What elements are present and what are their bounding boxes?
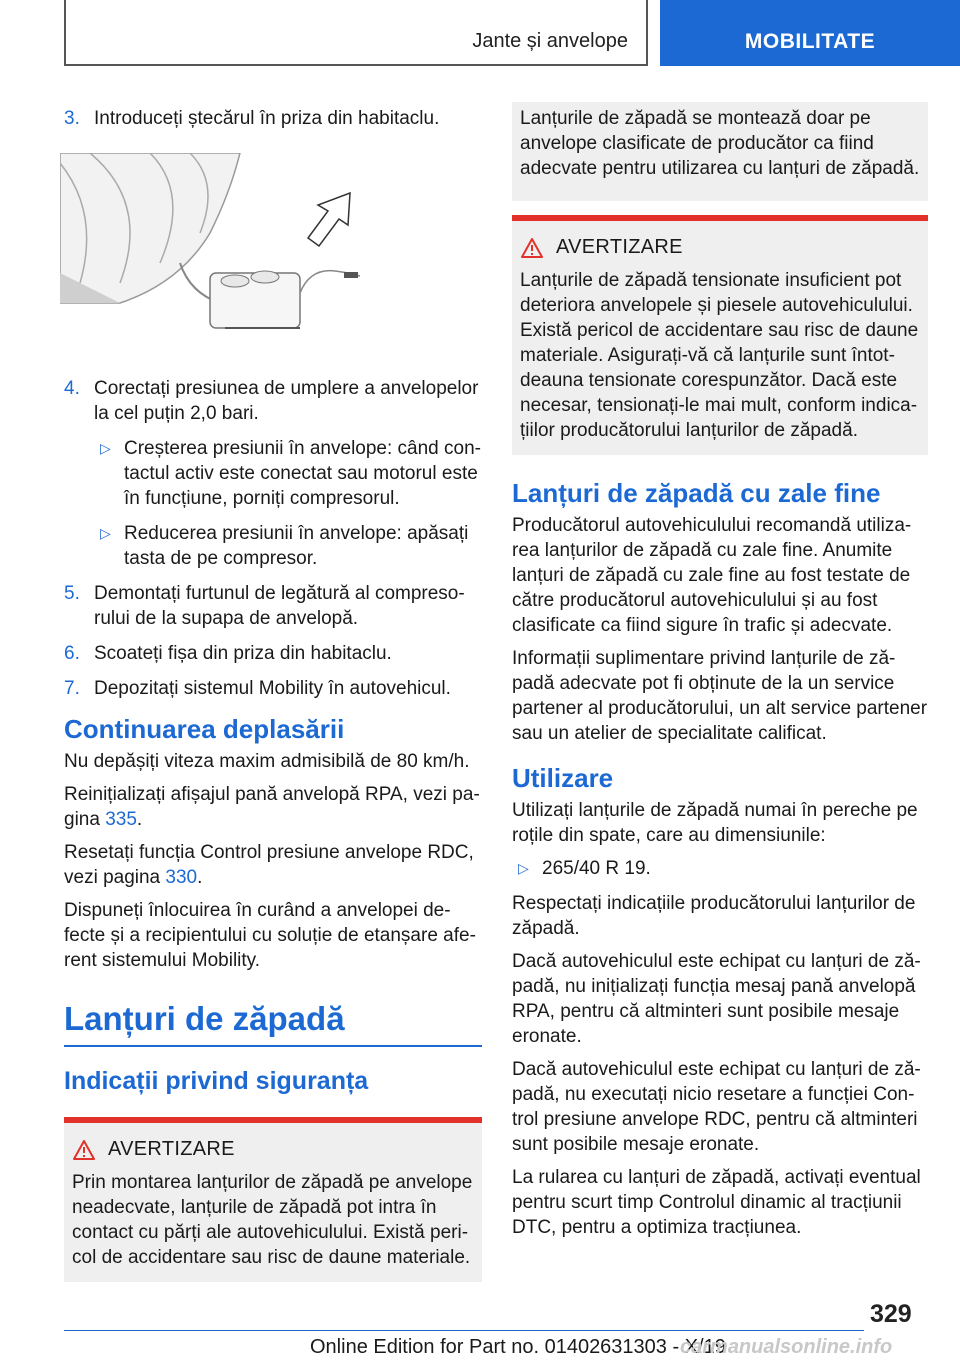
right-column <box>512 102 928 1248</box>
warning-text: Lanțurile de zăpadă tensionate insuficient pot deteriora anvelopele și piesele autovehiculului. Există pericol de accidentare sau risc de daune materiale. Asigurați-vă că lanțurile sunt întotdeauna tensionate corespunzător. Dacă este necesar, tensionați-le mai mult, conform indicațiilor producătorului lanțurilor de zăpadă. <box>520 270 919 441</box>
chapter-heading: Lanțuri de zăpadă <box>64 999 482 1047</box>
step-4 <box>64 376 482 426</box>
header-section-box <box>64 0 648 66</box>
usage-text-1: Utilizați lanțurile de zăpadă numai în pereche pe roțile din spate, care au dimensiunile: <box>512 800 918 846</box>
warning-label: AVERTIZARE <box>108 1138 235 1160</box>
warning-title <box>72 1137 474 1162</box>
left-column <box>64 106 482 1282</box>
usage-text-4: Dacă autovehiculul este echipat cu lanțuri de zăpadă, nu executați nicio resetare a funcției Control presiune anvelope RDC, pentru că altminteri sunt posibile mesaje eronate. <box>512 1059 921 1155</box>
speed-limit-text: Nu depășiți viteza maxim admisibilă de 80 km/h. <box>64 751 470 772</box>
tire-size-item <box>512 856 928 881</box>
step-3 <box>64 106 482 131</box>
warning-title <box>520 235 920 260</box>
sub-item-decrease <box>94 521 482 571</box>
step-text: Depozitați sistemul Mobility în autovehicul. <box>94 678 451 699</box>
step-number: 6. <box>64 643 80 664</box>
triangle-right-icon: ▷ <box>518 860 529 876</box>
triangle-right-icon: ▷ <box>100 525 111 541</box>
fine-chains-text-2: Informații suplimentare privind lanțurile de zăpadă adecvate pot fi obținute de la un service partener al producătorului, un alt service partener sau un atelier de specialitate calificat. <box>512 648 928 744</box>
step-number: 7. <box>64 678 80 699</box>
page-number: 329 <box>870 1300 912 1328</box>
fine-chains-heading: Lanțuri de zăpadă cu zale fine <box>512 478 881 508</box>
step-number: 4. <box>64 378 80 399</box>
warning-label: AVERTIZARE <box>556 236 683 258</box>
usage-text-3: Dacă autovehiculul este echipat cu lanțuri de zăpadă, nu inițializați funcția mesaj pană anvelopă RPA, pentru că altminteri sunt posibile mesaje eronate. <box>512 951 921 1047</box>
sub-item-text: Creșterea presiunii în anvelope: când contactul activ este conectat sau motorul este în funcțiune, porniți compresorul. <box>124 438 481 509</box>
sub-item-increase <box>94 436 482 511</box>
triangle-right-icon: ▷ <box>100 440 111 456</box>
warning-triangle-icon <box>72 1139 96 1161</box>
warning-box-left <box>64 1117 482 1282</box>
step-text: Demontați furtunul de legătură al compresorului de la supapa de anvelopă. <box>94 583 465 629</box>
usage-text-5: La rularea cu lanțuri de zăpadă, activați eventual pentru scurt timp Controlul dinamic al tracțiunii DTC, pentru a optimiza tracțiunea. <box>512 1167 921 1238</box>
chapter-tab[interactable] <box>660 0 960 66</box>
page-link-330[interactable]: 330 <box>165 867 198 888</box>
footer-divider <box>64 1330 864 1331</box>
step-text: Corectați presiunea de umplere a anvelopelor la cel puțin 2,0 bari. <box>94 378 479 424</box>
note-text: Lanțurile de zăpadă se montează doar pe anvelope clasificate de producător ca fiind adecvate pentru utilizarea cu lanțuri de zăpadă. <box>520 108 920 179</box>
step-number: 5. <box>64 583 80 604</box>
step-5 <box>64 581 482 631</box>
watermark: carmanualsonline.info <box>680 1336 893 1358</box>
fine-chains-text-1: Producătorul autovehiculului recomandă utilizarea lanțurilor de zăpadă cu zale fine. Anumite lanțuri de zăpadă cu zale fine au fost testate de către producătorul autovehiculului și au fost clasificate ca fiind sigure în trafic și adecvate. <box>512 515 912 636</box>
continuation-heading: Continuarea deplasării <box>64 714 345 744</box>
usage-text-2: Respectați indicațiile producătorului lanțurilor de zăpadă. <box>512 893 916 939</box>
tire-size-text: 265/40 R 19. <box>542 858 651 879</box>
step-6 <box>64 641 482 666</box>
note-box <box>512 102 928 201</box>
chapter-tab-label: MOBILITATE <box>744 30 876 53</box>
compressor-illustration <box>60 153 478 341</box>
replace-tire-text: Dispuneți înlocuirea în curând a anvelopei defecte și a recipientului cu soluție de etanșare aferent sistemului Mobility. <box>64 900 476 971</box>
warning-text: Prin montarea lanțurilor de zăpadă pe anvelope neadecvate, lanțurile de zăpadă pot intra în contact cu părți ale autovehiculului. Există pericol de accidentare sau risc de daune materiale. <box>72 1172 473 1268</box>
step-text: Scoateți fișa din priza din habitaclu. <box>94 643 392 664</box>
rpa-reset-text: Reinițializați afișajul pană anvelopă RPA, vezi pagina 335. <box>64 784 480 830</box>
step-7 <box>64 676 482 701</box>
warning-box-right <box>512 215 928 455</box>
rdc-reset-text: Resetați funcția Control presiune anvelope RDC, vezi pagina 330. <box>64 842 474 888</box>
section-title: Jante și anvelope <box>472 30 628 52</box>
usage-heading: Utilizare <box>512 763 614 793</box>
warning-triangle-icon <box>520 237 544 259</box>
page-link-335[interactable]: 335 <box>105 809 137 830</box>
step-text: Introduceți ștecărul în priza din habitaclu. <box>94 108 440 129</box>
safety-heading: Indicații privind siguranța <box>64 1067 369 1095</box>
sub-item-text: Reducerea presiunii în anvelope: apăsați tasta de pe compresor. <box>124 523 469 569</box>
step-number: 3. <box>64 108 80 129</box>
edition-text: Online Edition for Part no. 01402631303 - X/19 <box>310 1336 726 1358</box>
